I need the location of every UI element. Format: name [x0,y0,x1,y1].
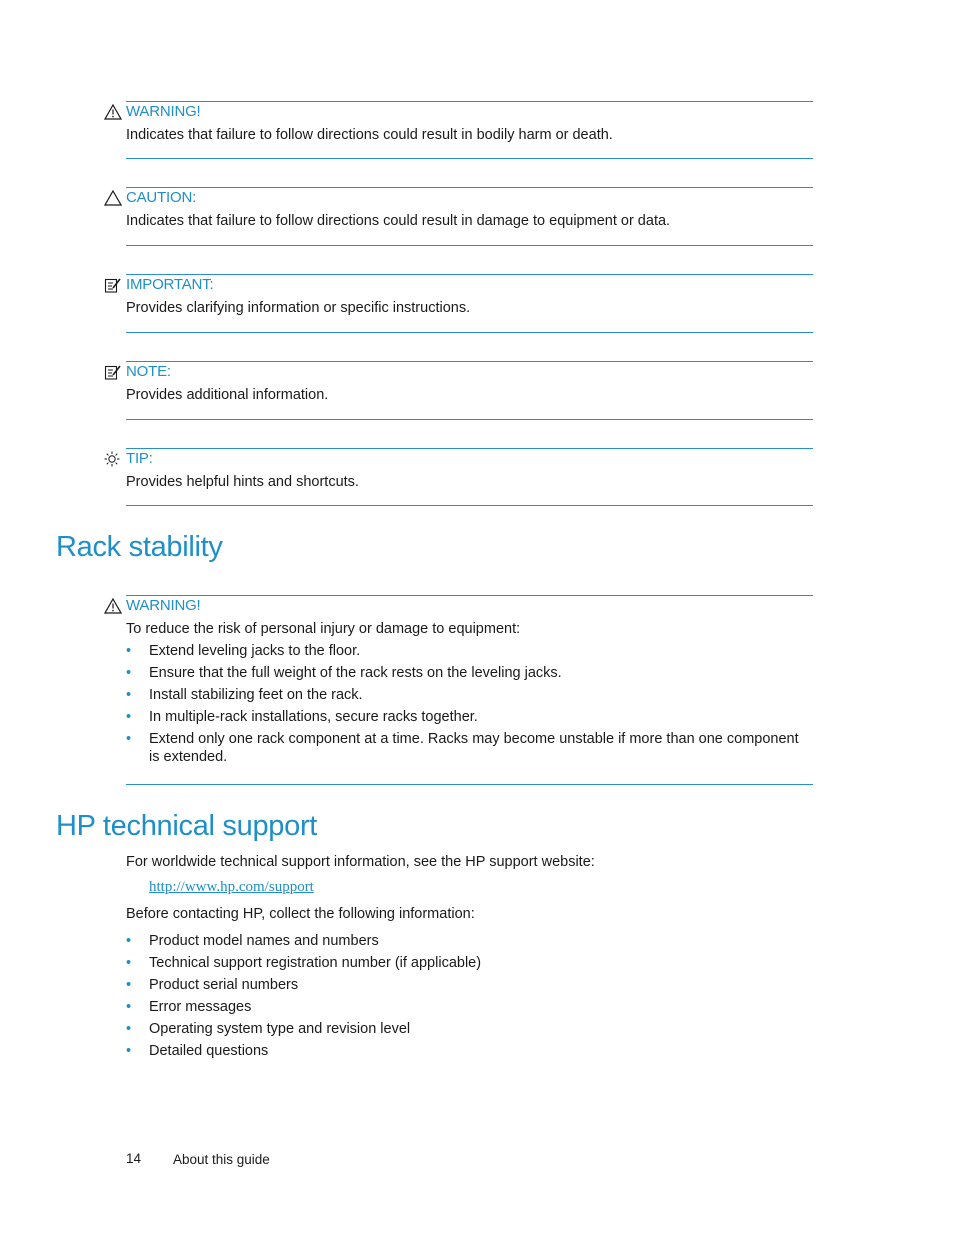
bullet-icon: • [126,643,132,659]
warning-triangle-icon [104,104,122,120]
warning-notice [104,101,813,159]
collect-info-text: Before contacting HP, collect the following information: [126,906,475,922]
support-info-list [126,932,481,1064]
list-item: • Operating system type and revision level [126,1021,411,1037]
notice-text: Indicates that failure to follow directions could result in bodily harm or death. [126,127,613,143]
notice-bottom-rule [126,505,813,506]
caution-triangle-icon [104,190,122,206]
notice-text: Provides additional information. [126,387,329,403]
support-intro: For worldwide technical support information, see the HP support website: [126,854,595,870]
notice-label: CAUTION: [126,189,197,206]
bullet-icon: • [126,665,132,681]
list-item: • Detailed questions [126,1043,269,1059]
caution-notice [104,187,813,246]
notice-bottom-rule [126,332,813,333]
notice-label: NOTE: [126,363,171,380]
list-item: • Extend only one rack component at a time. Racks may become unstable if more than one component is extended. [126,731,799,765]
bullet-icon: • [126,1021,132,1037]
list-item: • Ensure that the full weight of the rack rests on the leveling jacks. [126,665,562,681]
rack-warning-notice [104,595,813,785]
notice-text: Provides helpful hints and shortcuts. [126,474,359,490]
list-item: • Extend leveling jacks to the floor. [126,643,361,659]
bullet-icon: • [126,955,132,971]
note-notice [104,361,813,420]
notice-label: WARNING! [126,103,201,120]
notice-bottom-rule [126,419,813,420]
bullet-icon: • [126,687,132,703]
bullet-icon: • [126,977,132,993]
notice-bottom-rule [126,784,813,785]
section-heading-hp-support: HP technical support [56,810,318,842]
footer-title: About this guide [173,1152,270,1167]
notice-top-rule [126,448,813,449]
notice-top-rule [126,361,813,362]
list-item: • Product model names and numbers [126,933,379,949]
notice-top-rule [126,595,813,596]
rack-stability-list [126,642,813,766]
notice-label: TIP: [126,450,153,467]
notice-label: WARNING! [126,597,201,614]
page-number: 14 [126,1151,142,1166]
section-heading-rack-stability: Rack stability [56,531,223,563]
bullet-icon: • [126,933,132,949]
bullet-icon: • [126,731,132,747]
notice-bottom-rule [126,158,813,159]
notice-top-rule [126,274,813,275]
bullet-icon: • [126,709,132,725]
support-website-link[interactable]: http://www.hp.com/support [149,879,314,895]
notice-text: Indicates that failure to follow directions could result in damage to equipment or data. [126,213,671,229]
notice-bottom-rule [126,245,813,246]
notice-text: Provides clarifying information or specific instructions. [126,300,471,316]
list-item: • Product serial numbers [126,977,299,993]
notice-label: IMPORTANT: [126,276,214,293]
bullet-icon: • [126,1043,132,1059]
notepad-icon [104,364,122,380]
notice-body [126,620,813,770]
notice-intro: To reduce the risk of personal injury or damage to equipment: [126,621,521,637]
important-notice [104,274,813,333]
lightbulb-icon [104,451,122,467]
list-item: • In multiple-rack installations, secure racks together. [126,709,478,725]
notice-top-rule [126,187,813,188]
list-item: • Error messages [126,999,252,1015]
list-item: • Technical support registration number (if applicable) [126,955,482,971]
warning-triangle-icon [104,598,122,614]
notice-top-rule [126,101,813,102]
notepad-icon [104,277,122,293]
bullet-icon: • [126,999,132,1015]
tip-notice [104,448,813,506]
list-item: • Install stabilizing feet on the rack. [126,687,363,703]
